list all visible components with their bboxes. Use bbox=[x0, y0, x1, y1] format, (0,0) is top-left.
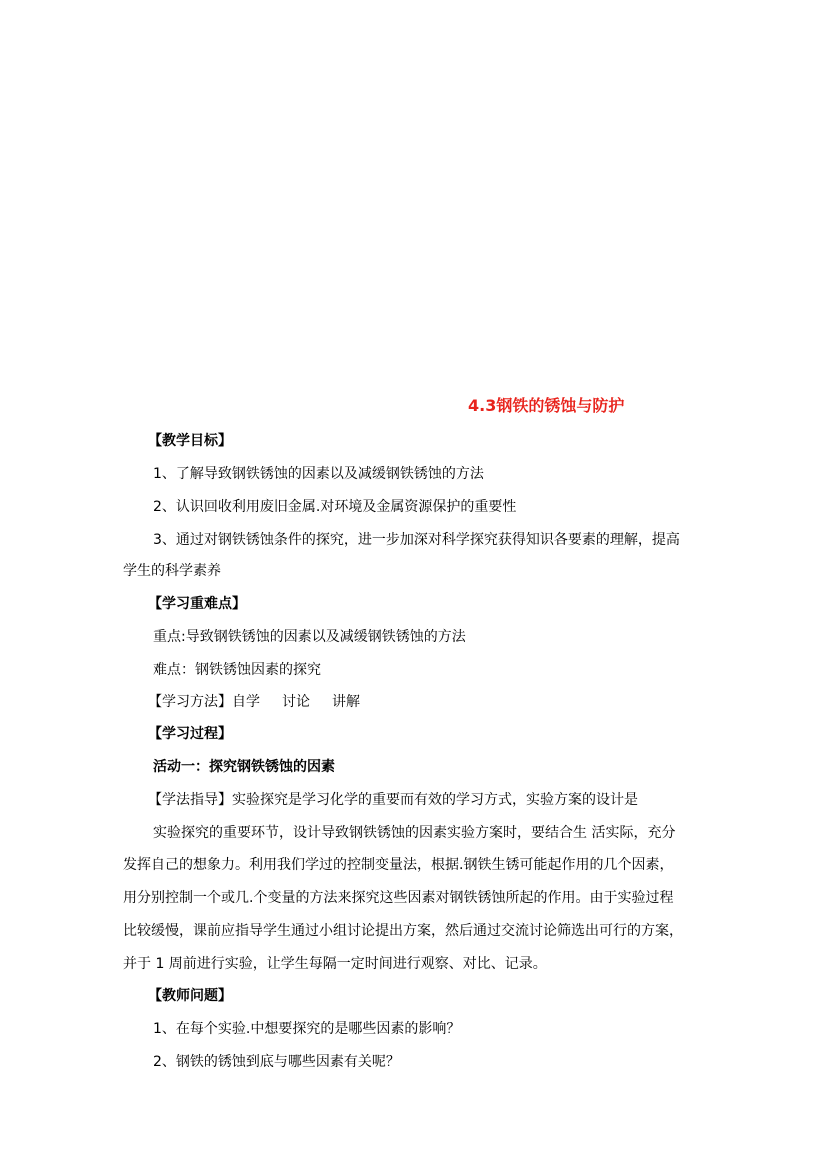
key-point-difficulty: 难点：钢铁锈蚀因素的探究 bbox=[153, 662, 321, 678]
method-item: 讲解 bbox=[332, 694, 360, 710]
objective-item: 3、通过对钢铁锈蚀条件的探究，进一步加深对科学探究获得知识各要素的理解，提高 bbox=[153, 532, 680, 548]
key-points-heading: 【学习重难点】 bbox=[148, 596, 246, 612]
methods-line bbox=[148, 692, 360, 712]
teacher-questions-heading: 【教师问题】 bbox=[148, 988, 232, 1004]
guidance-line: 并于 1 周前进行实验，让学生每隔一定时间进行观察、对比、记录。 bbox=[123, 956, 547, 972]
objective-item: 1、了解导致钢铁锈蚀的因素以及减缓钢铁锈蚀的方法 bbox=[153, 466, 484, 482]
objective-item-continued: 学生的科学素养 bbox=[123, 563, 221, 579]
method-item: 讨论 bbox=[282, 694, 310, 710]
guidance-line: 用分别控制一个或几.个变量的方法来探究这些因素对钢铁锈蚀所起的作用。由于实验过程 bbox=[123, 890, 674, 906]
key-point-focus: 重点:导致钢铁锈蚀的因素以及减缓钢铁锈蚀的方法 bbox=[153, 629, 466, 645]
process-heading: 【学习过程】 bbox=[148, 726, 232, 742]
methods-label: 【学习方法】 bbox=[148, 694, 232, 710]
teacher-question-item: 1、在每个实验.中想要探究的是哪些因素的影响？ bbox=[153, 1021, 461, 1037]
objective-item: 2、认识回收利用废旧金属.对环境及金属资源保护的重要性 bbox=[153, 499, 517, 515]
teacher-question-item: 2、钢铁的锈蚀到底与哪些因素有关呢？ bbox=[153, 1054, 400, 1070]
method-item: 自学 bbox=[232, 694, 260, 710]
guidance-line: 【学法指导】实验探究是学习化学的重要而有效的学习方式，实验方案的设计是 bbox=[148, 792, 638, 808]
document-title: 4.3钢铁的锈蚀与防护 bbox=[468, 396, 625, 415]
activity-title: 活动一：探究钢铁锈蚀的因素 bbox=[153, 759, 335, 775]
guidance-line: 比较缓慢，课前应指导学生通过小组讨论提出方案，然后通过交流讨论筛选出可行的方案， bbox=[123, 923, 683, 939]
guidance-line: 发挥自己的想象力。利用我们学过的控制变量法，根据.钢铁生锈可能起作用的几个因素， bbox=[123, 857, 674, 873]
objectives-heading: 【教学目标】 bbox=[148, 433, 232, 449]
guidance-line: 实验探究的重要环节，设计导致钢铁锈蚀的因素实验方案时，要结合生 活实际，充分 bbox=[153, 825, 676, 841]
